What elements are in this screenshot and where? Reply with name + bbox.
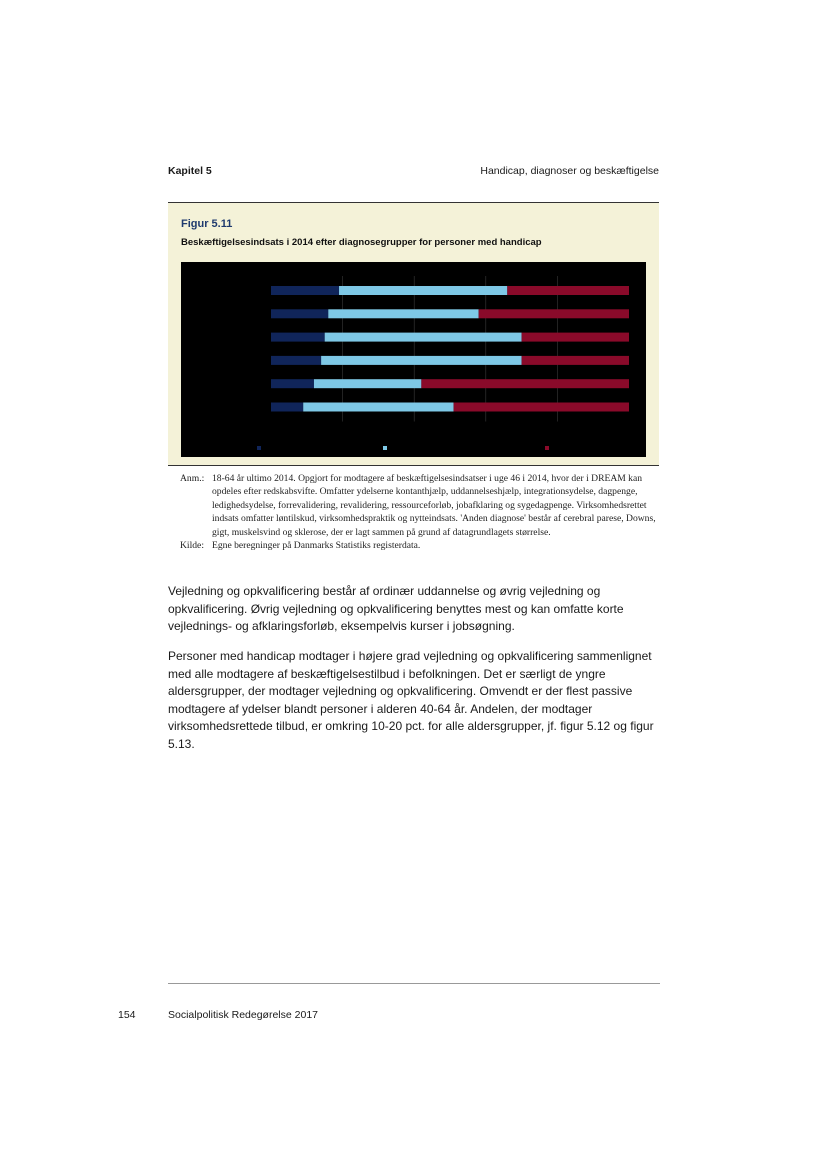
note-source bbox=[180, 539, 660, 552]
bar-segment-3 bbox=[479, 309, 629, 318]
section-title: Handicap, diagnoser og beskæftigelse bbox=[480, 165, 659, 177]
bar-segment-2 bbox=[325, 333, 522, 342]
note-key: Kilde: bbox=[180, 540, 204, 552]
body-paragraph: Personer med handicap modtager i højere grad vejledning og opkvalificering sammenlignet med alle modtagere af beskæftigelsestilbud i befolkningen. Det er særligt de yngre aldersgrupper, der modtager vejledning og opkvalificering. Omvendt er der flest passive modtagere af ydelser blandt personer i alderen 40-64 år. Andelen, der modtager virksomhedsrettede tilbud, er omkring 10-20 pct. for alle aldersgrupper, jf. figur 5.12 og figur 5.13. bbox=[168, 649, 654, 751]
bar-segment-2 bbox=[314, 379, 421, 388]
bar-segment-3 bbox=[454, 403, 629, 412]
bar-segment-2 bbox=[303, 403, 453, 412]
legend-marker-2 bbox=[383, 446, 387, 450]
legend-marker-3 bbox=[545, 446, 549, 450]
legend-marker-1 bbox=[257, 446, 261, 450]
chart-area bbox=[181, 262, 646, 457]
publication-title: Socialpolitisk Redegørelse 2017 bbox=[168, 1009, 318, 1021]
note-text: Egne beregninger på Danmarks Statistiks registerdata. bbox=[212, 540, 421, 552]
chapter-label: Kapitel 5 bbox=[168, 165, 212, 177]
bar-segment-2 bbox=[328, 309, 478, 318]
figure-box bbox=[168, 202, 659, 466]
note-key: Anm.: bbox=[180, 473, 205, 484]
page-number: 154 bbox=[118, 1009, 136, 1021]
note-text: 18-64 år ultimo 2014. Opgjort for modtagere af beskæftigelsesindsatser i uge 46 i 2014, hvor der i DREAM kan opdeles efter redskabsvifte. Omfatter ydelserne kontanthjælp, uddannelseshjælp, integrationsydelse, dagpenge, ledighedsydelse, forrevalidering, revalidering, ressourceforløb, jobafklaring og sygedagpenge. Virksomhedsrettet indsats omfatter løntilskud, virksomhedspraktik og nytteindsats. 'Anden diagnose' består af cerebral parese, Downs, gigt, muskelsvind og sklerose, der er lagt sammen på grund af datagrundlagets størrelse. bbox=[212, 473, 656, 538]
bar-segment-2 bbox=[321, 356, 521, 365]
bar-chart bbox=[181, 262, 646, 457]
bar-segment-1 bbox=[271, 403, 303, 412]
bar-segment-1 bbox=[271, 309, 328, 318]
bar-segment-2 bbox=[339, 286, 507, 295]
bar-segment-1 bbox=[271, 286, 339, 295]
bar-segment-3 bbox=[522, 333, 629, 342]
bar-segment-1 bbox=[271, 333, 325, 342]
footer-divider bbox=[168, 983, 660, 984]
note-annotation bbox=[180, 472, 660, 539]
bar-segment-3 bbox=[522, 356, 629, 365]
bar-segment-3 bbox=[507, 286, 629, 295]
figure-label: Figur 5.11 bbox=[181, 218, 233, 230]
figure-notes bbox=[180, 472, 660, 552]
body-paragraph: Vejledning og opkvalificering består af ordinær uddannelse og øvrig vejledning og opkvalificering. Øvrig vejledning og opkvalificering benyttes mest og kan omfatte korte vejlednings- og afklaringsforløb, eksempelvis kurser i jobsøgning. bbox=[168, 584, 624, 634]
figure-title: Beskæftigelsesindsats i 2014 efter diagnosegrupper for personer med handicap bbox=[181, 237, 542, 248]
bar-segment-1 bbox=[271, 356, 321, 365]
bar-segment-3 bbox=[421, 379, 629, 388]
bar-segment-1 bbox=[271, 379, 314, 388]
